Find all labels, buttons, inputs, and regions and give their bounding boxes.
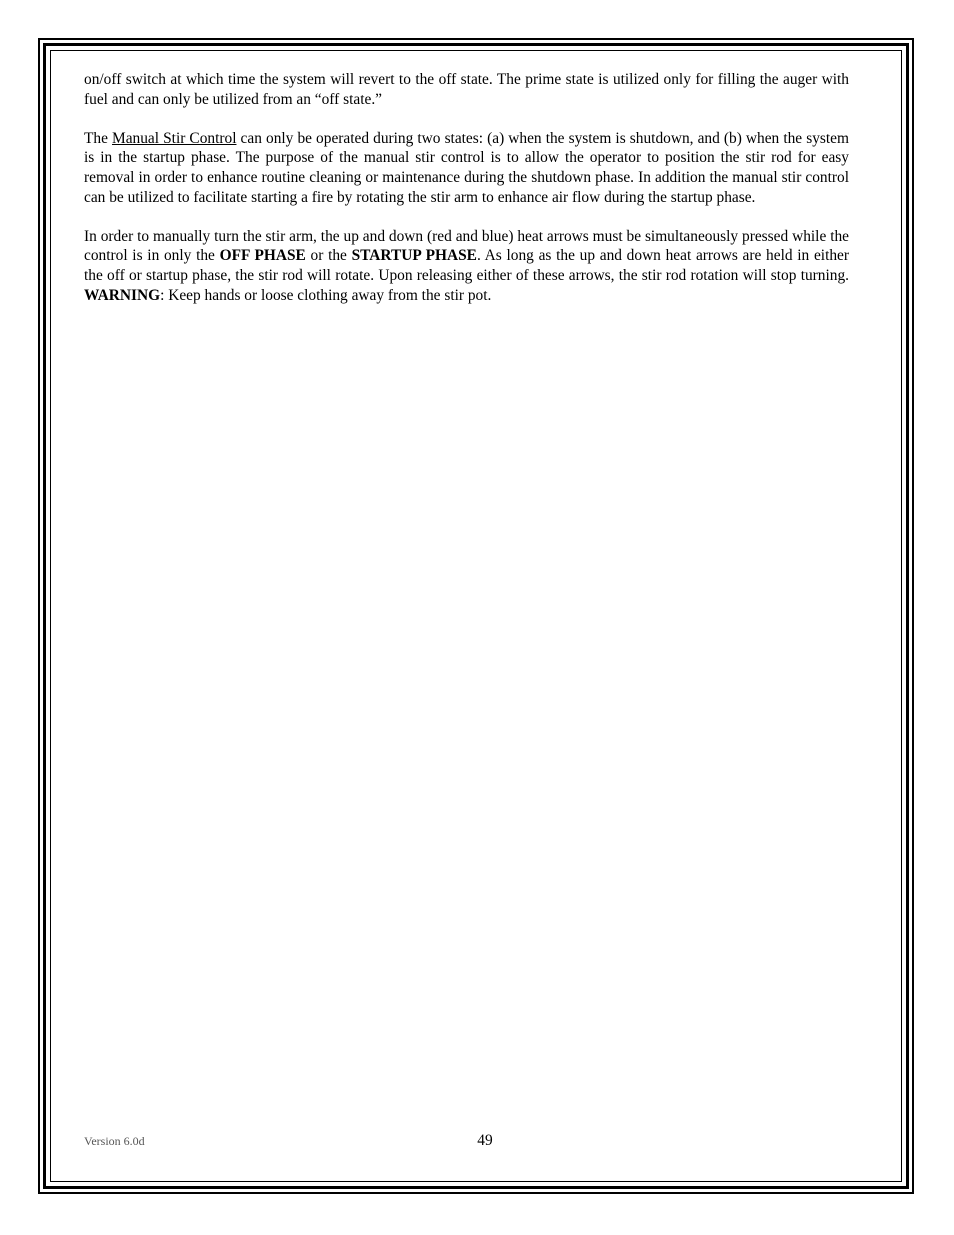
off-phase-term: OFF PHASE — [219, 247, 306, 265]
page-number: 49 — [477, 1132, 493, 1149]
manual-stir-control-term: Manual Stir Control — [112, 129, 237, 147]
paragraph-manual-stir-control — [84, 129, 849, 207]
warning-text: : Keep hands or loose clothing away from the stir pot. — [160, 286, 492, 304]
paragraph-stir-arm-instructions — [84, 227, 849, 305]
paragraph-text: can only be operated during two states: (a) when the system is shutdown, and (b) when the system is in the startup phase. The purpose of the manual stir control is to allow the operator to position the stir rod for easy removal in order to enhance routine cleaning or maintenance during the shutdown phase. In addition the manual stir control can be utilized to facilitate starting a fire by rotating the stir arm to enhance air flow during the startup phase. — [84, 129, 849, 206]
startup-phase-term: STARTUP PHASE — [351, 247, 477, 265]
paragraph-prime-state: on/off switch at which time the system will revert to the off state. The prime state is utilized only for filling the auger with fuel and can only be utilized from an “off state.” — [84, 71, 849, 108]
version-label: Version 6.0d — [84, 1134, 145, 1148]
document-body — [84, 70, 849, 325]
paragraph-prefix: The — [84, 129, 113, 147]
warning-label: WARNING — [84, 286, 161, 304]
paragraph-text: or the — [305, 247, 352, 265]
paragraph-text: In order to manually turn the stir arm, the up and down (red and blue) heat arrows must be simultaneously pressed while the control is in only the — [84, 227, 849, 265]
paragraph-text: . As long as the up and down heat arrows are held in either the off or startup phase, the stir rod will rotate. Upon releasing either of these arrows, the stir rod rotation will stop turning. — [84, 247, 849, 284]
